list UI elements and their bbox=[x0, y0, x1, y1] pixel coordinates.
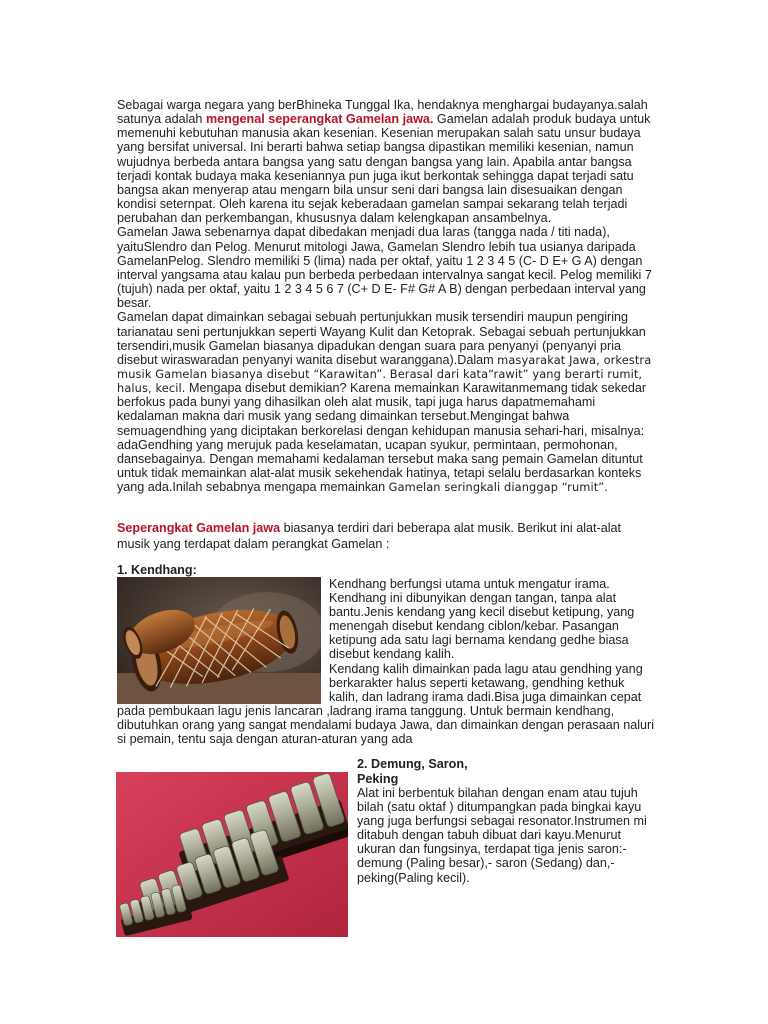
kendhang-text-2: Kendang kalih dimainkan pada lagu atau gendhing yang berkarakter halus seperti ketawang, gendhing kethuk kalih, dan ladrang irama dadi.Bisa juga dimainkan cepat bbox=[329, 661, 643, 704]
subhead-text: biasanya terdiri dari beberapa alat musik. Berikut ini alat-alat musik yang terdapat dalam perangkat Gamelan : bbox=[117, 521, 621, 551]
rumit-text: Gamelan seringkali dianggap “rumit”. bbox=[388, 480, 609, 495]
paragraph-3 bbox=[117, 310, 657, 494]
paragraph-1-text-cont: Gamelan adalah produk budaya untuk memenuhi kebutuhan manusia akan kesenian. Kesenian merupakan salah satu unsur budaya yang bersifat universal. Ini berarti bahwa setiap bangsa dipastikan memiliki kesenian, namun wujudnya berbeda antara bangsa yang satu dengan bangsa yang lain. Apabila antar bangsa terjadi kontak budaya maka keseniannya pun juga ikut berkontak sehingga dapat terjadi satu bangsa akan menyerap atau mengarn bila unsur seni dari bangsa lain disesuaikan dengan kondisi seternpat. Oleh karena itu sejak keberadaan gamelan sampai sekarang telah terjadi perubahan dan perkembangan, khususnya dalam kelengkapan ansambelnya. bbox=[117, 112, 651, 226]
paragraph-3-text-cont: Mengapa disebut demikian? Karena memainkan Karawitanmemang tidak sekedar berfokus pada bunyi yang dihasilkan oleh alat musik, tapi juga harus dapatmemahami kedalaman makna dari musik yang sedang dimainkan tersebut.Mengingat bahwa semuagendhing yang diciptakan berkorelasi dengan kehidupan manusia sehari-hari, misalnya: adaGendhing yang merujuk pada keselamatan, ucapan syukur, permintaan, permohonan, dansebagainya. Dengan memahami kedalaman tersebut maka sang pemain Gamelan dituntut untuk tidak memainkan alat-alat musik sekehendak hatinya, tetapi selalu berdasarkan konteks yang ada.Inilah sebabnya mengapa memainkan bbox=[117, 381, 647, 495]
intro-text bbox=[117, 98, 657, 494]
kendhang-image bbox=[117, 577, 321, 704]
heading-kendhang: 1. Kendhang: bbox=[117, 563, 197, 577]
kendhang-description-cont: pada pembukaan lagu jenis lancaran ,ladrang irama tanggung. Untuk bermain kendhang, dibutuhkan orang yang sangat mendalami budaya Jawa, dan dimainkan dengan perasaan naluri si pemain, tentu saja dengan aturan-aturan yang ada bbox=[117, 704, 655, 747]
highlight-seperangkat: Seperangkat Gamelan jawa bbox=[117, 521, 281, 535]
saron-description: Alat ini berbentuk bilahan dengan enam atau tujuh bilah (satu oktaf ) ditumpangkan pada bingkai kayu yang juga berfungsi sebagai resonator.Instrumen mi ditabuh dengan tabuh dibuat dari kayu.Menurut ukuran dan fungsinya, terdapat tiga jenis saron:- demung (Paling besar),- saron (Sedang) dan,- peking(Paling kecil). bbox=[357, 786, 647, 885]
kendhang-text-1: Kendhang berfungsi utama untuk mengatur irama. Kendhang ini dibunyikan dengan tangan, tanpa alat bantu.Jenis kendang yang kecil disebut ketipung, yang menengah disebut kendang ciblon/kebar. Pasangan ketipung ada satu lagi bernama kendang gedhe biasa disebut kendang kalih. bbox=[329, 577, 635, 662]
paragraph-2: Gamelan Jawa sebenarnya dapat dibedakan menjadi dua laras (tangga nada / titi nada), yaituSlendro dan Pelog. Menurut mitologi Jawa, Gamelan Slendro lebih tua usianya daripada GamelanPelog. Slendro memiliki 5 (lima) nada per oktaf, yaitu 1 2 3 4 5 (C- D E+ G A) dengan interval yangsama atau kalau pun berbeda perbedaan intervalnya sangat kecil. Pelog memiliki 7 (tujuh) nada per oktaf, yaitu 1 2 3 4 5 6 7 (C+ D E- F# G# A B) dengan perbedaan interval yang besar. bbox=[117, 225, 652, 311]
paragraph-1 bbox=[117, 98, 657, 225]
kendhang-description bbox=[329, 577, 649, 704]
heading-saron: 2. Demung, Saron, Peking bbox=[357, 757, 468, 786]
paragraph-1-text: Sebagai warga negara yang berBhineka Tunggal Ika, hendaknya menghargai budayanya.salah satunya adalah bbox=[117, 98, 648, 127]
subhead bbox=[117, 521, 657, 552]
karawitan-text: masyarakat Jawa, orkestra musik Gamelan biasanya disebut “Karawitan”. Berasal dari kata“rawit” yang berarti rumit, halus, kecil. bbox=[117, 352, 652, 396]
saron-image bbox=[116, 772, 348, 937]
highlight-gamelan-jawa: mengenal seperangkat Gamelan jawa. bbox=[205, 112, 434, 127]
paragraph-3-text: Gamelan dapat dimainkan sebagai sebuah pertunjukkan musik tersendiri maupun pengiring tarianatau seni pertunjukkan seperti Wayang Kulit dan Ketoprak. Sebagai sebuah pertunjukkan tersendiri,musik Gamelan biasanya dipadukan dengan suara para penyanyi (penyanyi pria disebut wiraswaradan penyanyi wanita disebut waranggana).Dalam bbox=[117, 310, 646, 367]
